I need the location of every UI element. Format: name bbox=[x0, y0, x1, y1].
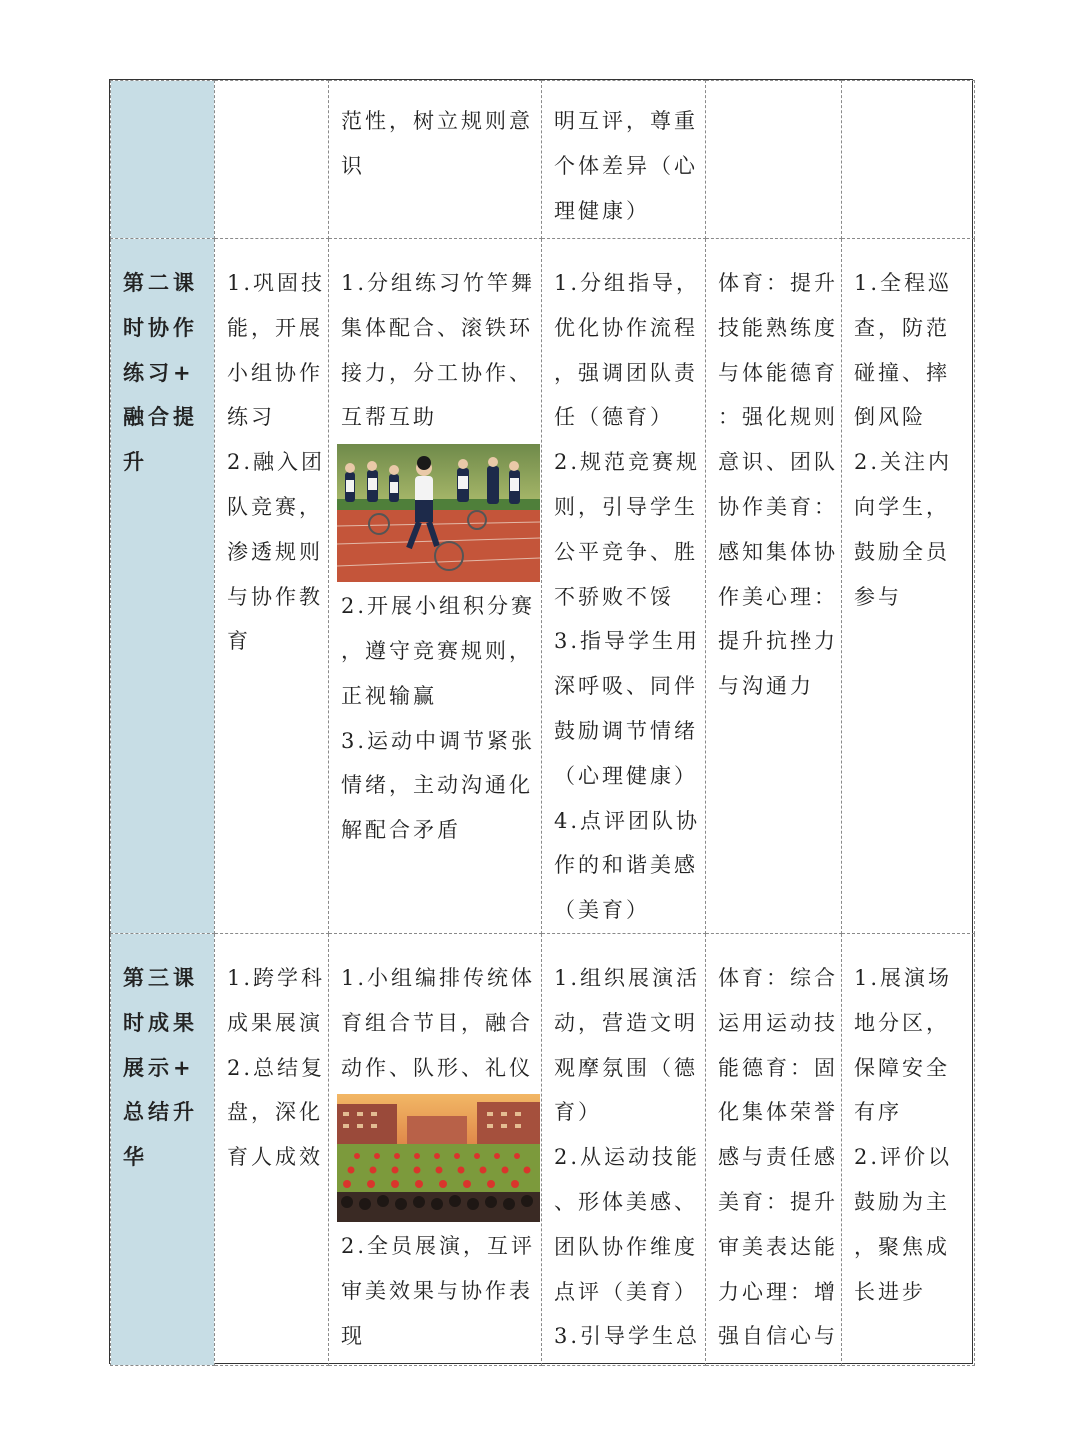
text-line: ，强调团队责 bbox=[554, 360, 698, 385]
text-line: 3.指导学生用 bbox=[554, 629, 701, 654]
student-activity-cell bbox=[329, 81, 542, 239]
student-activity-cell bbox=[329, 934, 542, 1366]
row-head-cell bbox=[111, 81, 215, 239]
text-line: 2.从运动技能 bbox=[554, 1145, 701, 1170]
text-line: 互帮互助 bbox=[341, 405, 437, 430]
teacher-guidance-cell bbox=[542, 239, 706, 934]
track-hoop-relay-photo bbox=[337, 444, 540, 582]
text-line: 2.开展小组积分赛 bbox=[341, 594, 536, 619]
text-line: 提升抗挫力 bbox=[718, 629, 838, 654]
text-line: 美育：提升 bbox=[718, 1189, 838, 1214]
text-line: 1.展演场 bbox=[854, 966, 953, 990]
text-line: 解配合矛盾 bbox=[341, 818, 461, 843]
text-line: 1.分组练习竹竿舞 bbox=[341, 271, 536, 295]
text-line: 2.融入团 bbox=[227, 450, 326, 475]
text-line: 育组合节目，融合 bbox=[341, 1010, 533, 1035]
fusion-cell bbox=[706, 239, 842, 934]
text-line: 观摩氛围（德 bbox=[554, 1055, 698, 1080]
text-line: 保障安全 bbox=[854, 1055, 950, 1080]
text-line: 正视输赢 bbox=[341, 683, 437, 708]
text-line: 技能熟练度 bbox=[718, 315, 838, 340]
text-line: 盘，深化 bbox=[227, 1100, 323, 1125]
teacher-guidance-cell bbox=[542, 81, 706, 239]
text-line: 练习+ bbox=[123, 360, 195, 385]
text-line: ：强化规则 bbox=[718, 405, 838, 430]
text-line: 能，开展 bbox=[227, 315, 323, 340]
text-line: 鼓励调节情绪 bbox=[554, 718, 698, 743]
text-line: 有序 bbox=[854, 1100, 902, 1125]
text-line: 1.巩固技 bbox=[227, 271, 326, 295]
text-line: 理健康） bbox=[554, 198, 650, 223]
fusion-cell bbox=[706, 934, 842, 1366]
text-line: 运用运动技 bbox=[718, 1010, 838, 1035]
text-line: 优化协作流程 bbox=[554, 315, 698, 340]
text-line: 升 bbox=[123, 450, 148, 475]
text-line: 与沟通力 bbox=[718, 674, 814, 699]
text-line: 第三课 bbox=[123, 966, 198, 990]
text-line: 练习 bbox=[227, 405, 275, 430]
text-line: 感与责任感 bbox=[718, 1145, 838, 1170]
row-head-cell bbox=[111, 934, 215, 1366]
text-line: 任（德育） bbox=[554, 405, 674, 430]
text-line: 协作美育： bbox=[718, 494, 838, 519]
text-line: 查，防范 bbox=[854, 315, 950, 340]
text-line: 小组协作 bbox=[227, 360, 323, 385]
text-line: 碰撞、摔 bbox=[854, 360, 950, 385]
text-line: 力心理：增 bbox=[718, 1279, 838, 1304]
text-line: 鼓励为主 bbox=[854, 1189, 950, 1214]
text-line: 育 bbox=[227, 629, 251, 654]
text-line: 2.全员展演，互评 bbox=[341, 1234, 536, 1259]
text-line: 1.全程巡 bbox=[854, 271, 953, 295]
text-line: 点评（美育） bbox=[554, 1279, 698, 1304]
text-line: （美育） bbox=[554, 898, 650, 923]
text-line: 渗透规则 bbox=[227, 539, 323, 564]
text-line: 2.评价以 bbox=[854, 1145, 953, 1170]
text-line: 鼓励全员 bbox=[854, 539, 950, 564]
text-line: 范性，树立规则意 bbox=[341, 109, 533, 133]
mass-performance-photo bbox=[337, 1094, 540, 1222]
text-line: 地分区， bbox=[854, 1010, 950, 1035]
teacher-guidance-cell bbox=[542, 934, 706, 1366]
text-line: 向学生， bbox=[854, 494, 950, 519]
text-line: 参与 bbox=[854, 584, 902, 609]
row-head-cell bbox=[111, 239, 215, 934]
text-line: 不骄败不馁 bbox=[554, 584, 674, 609]
text-line: 体育：综合 bbox=[718, 966, 838, 990]
text-line: 动作、队形、礼仪 bbox=[341, 1055, 533, 1080]
text-line: 1.小组编排传统体 bbox=[341, 966, 536, 990]
text-line: 倒风险 bbox=[854, 405, 926, 430]
text-line: 育） bbox=[554, 1100, 602, 1125]
goals-cell bbox=[215, 81, 329, 239]
text-line: 时协作 bbox=[123, 315, 198, 340]
text-line: 接力，分工协作、 bbox=[341, 360, 533, 385]
text-line: 队竞赛， bbox=[227, 494, 323, 519]
text-line: 2.关注内 bbox=[854, 450, 953, 475]
text-line: 长进步 bbox=[854, 1279, 926, 1304]
text-line: 总结升 bbox=[123, 1100, 198, 1125]
text-line: 融合提 bbox=[123, 405, 198, 430]
safety-cell bbox=[842, 239, 975, 934]
text-line: 2.规范竞赛规 bbox=[554, 450, 701, 475]
text-line: 能德育：固 bbox=[718, 1055, 838, 1080]
text-line: 体育：提升 bbox=[718, 271, 838, 295]
text-line: 感知集体协 bbox=[718, 539, 838, 564]
text-line: 时成果 bbox=[123, 1010, 198, 1035]
text-line: 育人成效 bbox=[227, 1145, 323, 1170]
text-line: ，遵守竞赛规则， bbox=[341, 638, 533, 663]
text-line: 团队协作维度 bbox=[554, 1234, 698, 1259]
text-line: 则，引导学生 bbox=[554, 494, 698, 519]
safety-cell bbox=[842, 81, 975, 239]
text-line: 2.总结复 bbox=[227, 1055, 326, 1080]
safety-cell bbox=[842, 934, 975, 1366]
text-line: 审美效果与协作表 bbox=[341, 1279, 533, 1304]
text-line: 与体能德育 bbox=[718, 360, 838, 385]
text-line: ，聚焦成 bbox=[854, 1234, 950, 1259]
text-line: 情绪，主动沟通化 bbox=[341, 773, 533, 798]
table-row bbox=[111, 934, 975, 1366]
text-line: 深呼吸、同伴 bbox=[554, 674, 698, 699]
text-line: 4.点评团队协 bbox=[554, 808, 701, 833]
text-line: 展示+ bbox=[123, 1055, 195, 1080]
text-line: 意识、团队 bbox=[718, 450, 838, 475]
text-line: 现 bbox=[341, 1323, 365, 1348]
text-line: 华 bbox=[123, 1145, 148, 1170]
text-line: 作的和谐美感 bbox=[554, 853, 698, 878]
text-line: 识 bbox=[341, 153, 365, 178]
text-line: 1.跨学科 bbox=[227, 966, 326, 990]
text-line: 、形体美感、 bbox=[554, 1189, 698, 1214]
text-line: 3.引导学生总 bbox=[554, 1324, 701, 1349]
text-line: 化集体荣誉 bbox=[718, 1100, 838, 1125]
text-line: 动，营造文明 bbox=[554, 1010, 698, 1035]
lesson-plan-table bbox=[109, 79, 973, 1364]
text-line: 审美表达能 bbox=[718, 1234, 838, 1259]
goals-cell bbox=[215, 239, 329, 934]
text-line: 公平竞争、胜 bbox=[554, 539, 698, 564]
student-activity-cell bbox=[329, 239, 542, 934]
text-line: 作美心理： bbox=[718, 584, 838, 609]
fusion-cell bbox=[706, 81, 842, 239]
table-row bbox=[111, 81, 975, 239]
text-line: 第二课 bbox=[123, 271, 198, 295]
text-line: 强自信心与 bbox=[718, 1324, 838, 1349]
text-line: 1.组织展演活 bbox=[554, 966, 701, 990]
text-line: 集体配合、滚铁环 bbox=[341, 315, 533, 340]
text-line: 1.分组指导， bbox=[554, 271, 701, 295]
text-line: （心理健康） bbox=[554, 763, 698, 788]
text-line: 成果展演 bbox=[227, 1010, 323, 1035]
text-line: 3.运动中调节紧张 bbox=[341, 728, 536, 753]
goals-cell bbox=[215, 934, 329, 1366]
text-line: 个体差异（心 bbox=[554, 153, 698, 178]
text-line: 与协作教 bbox=[227, 584, 323, 609]
text-line: 明互评，尊重 bbox=[554, 109, 698, 133]
table-row bbox=[111, 239, 975, 934]
